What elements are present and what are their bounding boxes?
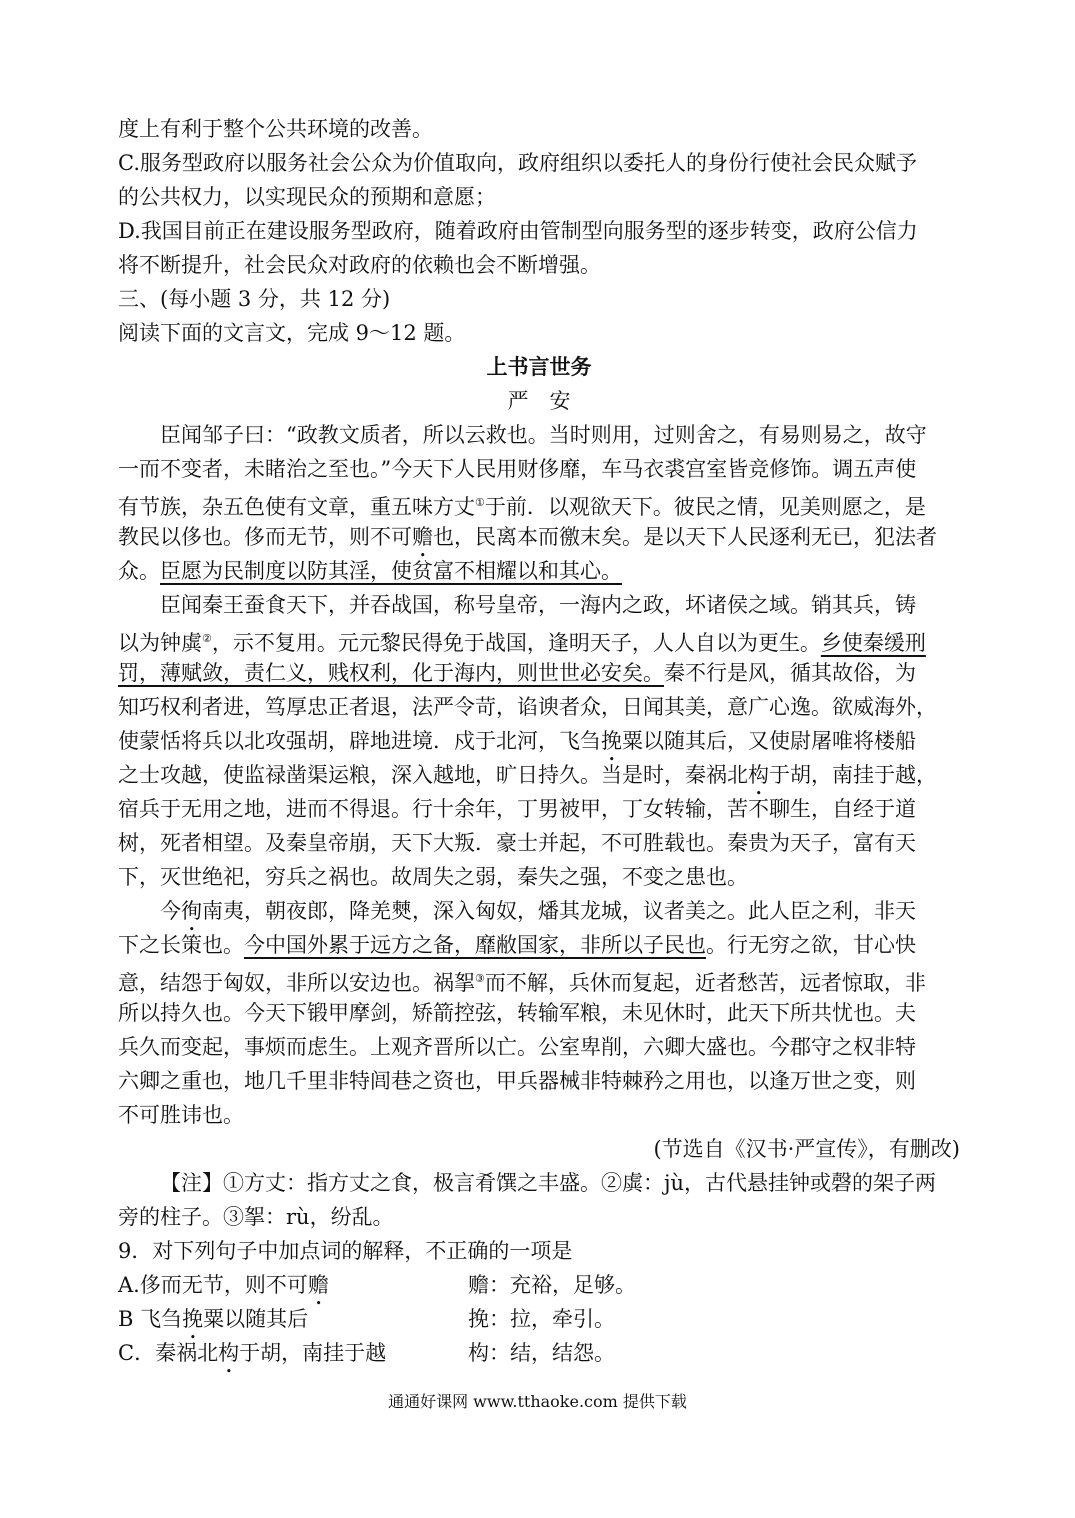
passage-line: 下，灭世绝祀，穷兵之祸也。故周失之弱，秦失之强，不变之患也。 xyxy=(118,865,748,889)
note-line: 旁的柱子。③挐：rù，纷乱。 xyxy=(118,1205,394,1229)
text-line: 将不断提升，社会民众对政府的依赖也会不断增强。 xyxy=(118,253,601,277)
dotted-word: 构 xyxy=(218,1341,240,1365)
instruction: 阅读下面的文言文，完成 9～12 题。 xyxy=(118,321,466,345)
passage-line: 今徇南夷，朝夜郎，降羌僰，深入匈奴，燔其龙城，议者美之。此人臣之利，非天 xyxy=(160,899,916,923)
passage-line: 宿兵于无用之地，进而不得退。行十余年，丁男被甲，丁女转输，苦不聊生，自经于道 xyxy=(118,797,916,821)
underlined-sentence: 臣愿为民制度以防其淫，使贫富不相耀以和其心。 xyxy=(160,559,622,583)
question-stem: 9．对下列句子中加点词的解释，不正确的一项是 xyxy=(118,1239,573,1263)
source-citation: (节选自《汉书·严宣传》，有删改) xyxy=(653,1137,960,1161)
underlined-sentence: 乡使秦缓刑 xyxy=(820,631,926,655)
underlined-sentence: 罚，薄赋敛，责仁义，贱权利，化于海内，则世世必安矣。 xyxy=(118,661,664,685)
passage-line: 教民以侈也。侈而无节，则不可赡也，民离本而徼末矣。是以天下人民逐利无已，犯法者 xyxy=(118,525,937,549)
dotted-word: 构 xyxy=(748,763,769,787)
text-line: D.我国目前正在建设服务型政府，随着政府由管制型向服务型的逐步转变，政府公信力 xyxy=(118,219,918,243)
passage-line: 罚，薄赋敛，责仁义，贱权利，化于海内，则世世必安矣。秦不行是风，循其故俗，为 xyxy=(118,661,916,685)
passage-author: 严 安 xyxy=(507,389,571,413)
footnote-ref: ③ xyxy=(475,972,485,985)
passage-line: 树，死者相望。及秦皇帝崩，天下大叛．豪士并起，不可胜载也。秦贵为天子，富有天 xyxy=(118,831,916,855)
option-explanation: 挽：拉，牵引。 xyxy=(468,1307,615,1331)
page-footer: 通通好课网 www.tthaoke.com 提供下载 xyxy=(388,1392,687,1411)
option-explanation: 赡：充裕，足够。 xyxy=(468,1273,636,1297)
option-explanation: 构：结，结怨。 xyxy=(468,1341,615,1365)
passage-line: 一而不变者，未睹治之至也。”今天下人民用财侈靡，车马衣裘宫室皆竞修饰。调五声使 xyxy=(118,457,917,481)
dotted-word: 赡 xyxy=(412,525,433,549)
text-line: C.服务型政府以服务社会公众为价值取向，政府组织以委托人的身份行使社会民众赋予 xyxy=(118,151,917,175)
passage-line: 知巧权利者进，笃厚忠正者退，法严令苛，谄谀者众，日闻其美，意广心逸。欲威海外， xyxy=(118,695,937,719)
option-b: B 飞刍挽粟以随其后 挽：拉，牵引。 xyxy=(118,1302,960,1336)
passage-line: 意，结怨于匈奴，非所以安边也。祸挐③而不解，兵休而复起，近者愁苦，远者惊取，非 xyxy=(118,971,926,995)
passage-line: 所以持久也。今天下锻甲摩剑，矫箭控弦，转输军粮，未见休时，此天下所共忧也。夫 xyxy=(118,1001,916,1025)
passage-line: 不可胜讳也。 xyxy=(118,1103,244,1127)
dotted-word: 赡 xyxy=(307,1273,329,1297)
option-c: C．秦祸北构于胡，南挂于越 构：结，结怨。 xyxy=(118,1336,960,1370)
passage-line: 臣闻秦王蚕食天下，并吞战国，称号皇帝，一海内之政，坏诸侯之域。销其兵，铸 xyxy=(160,593,916,617)
document-page xyxy=(118,112,960,1370)
passage-line: 六卿之重也，地几千里非特闾巷之资也，甲兵器械非特棘矜之用也，以逢万世之变，则 xyxy=(118,1069,916,1093)
passage-line: 有节族，杂五色使有文章，重五味方丈①于前．以观欲天下。彼民之情，见美则愿之，是 xyxy=(118,495,926,519)
passage-line: 兵久而变起，事烦而虑生。上观齐晋所以亡。公室卑削，六卿大盛也。今郡守之权非特 xyxy=(118,1035,916,1059)
passage-line: 之士攻越，使监禄凿渠运粮，深入越地，旷日持久。当是时，秦祸北构于胡，南挂于越， xyxy=(118,763,937,787)
passage-line: 使蒙恬将兵以北攻强胡，辟地进境．戍于北河，飞刍挽粟以随其后，又使尉屠唯将楼船 xyxy=(118,729,916,753)
text-line: 度上有利于整个公共环境的改善。 xyxy=(118,117,433,141)
footnote-ref: ② xyxy=(202,632,212,645)
dotted-word: 徇 xyxy=(181,899,202,923)
note-line: 【注】①方丈：指方丈之食，极言肴馔之丰盛。②虡：jù，古代悬挂钟或磬的架子两 xyxy=(160,1171,937,1195)
section-heading: 三、(每小题 3 分，共 12 分) xyxy=(118,287,391,311)
option-a: A.侈而无节，则不可赡 赡：充裕，足够。 xyxy=(118,1268,960,1302)
dotted-word: 挽 xyxy=(601,729,622,753)
passage-line: 以为钟虡②，示不复用。元元黎民得免于战国，逢明天子，人人自以为更生。乡使秦缓刑 xyxy=(118,631,926,655)
dotted-word: 挽 xyxy=(182,1307,204,1331)
passage-title: 上书言世务 xyxy=(486,354,592,379)
underlined-sentence: 今中国外累于远方之备，靡敝国家，非所以子民也 xyxy=(244,933,706,957)
passage-line: 众。臣愿为民制度以防其淫，使贫富不相耀以和其心。 xyxy=(118,559,622,583)
text-line: 的公共权力，以实现民众的预期和意愿； xyxy=(118,185,496,209)
passage-line: 臣闻邹子曰：“政教文质者，所以云救也。当时则用，过则舍之，有易则易之，故守 xyxy=(160,423,927,447)
passage-line: 下之长策也。今中国外累于远方之备，靡敝国家，非所以子民也。行无穷之欲，甘心快 xyxy=(118,933,916,957)
footnote-ref: ① xyxy=(475,496,485,509)
